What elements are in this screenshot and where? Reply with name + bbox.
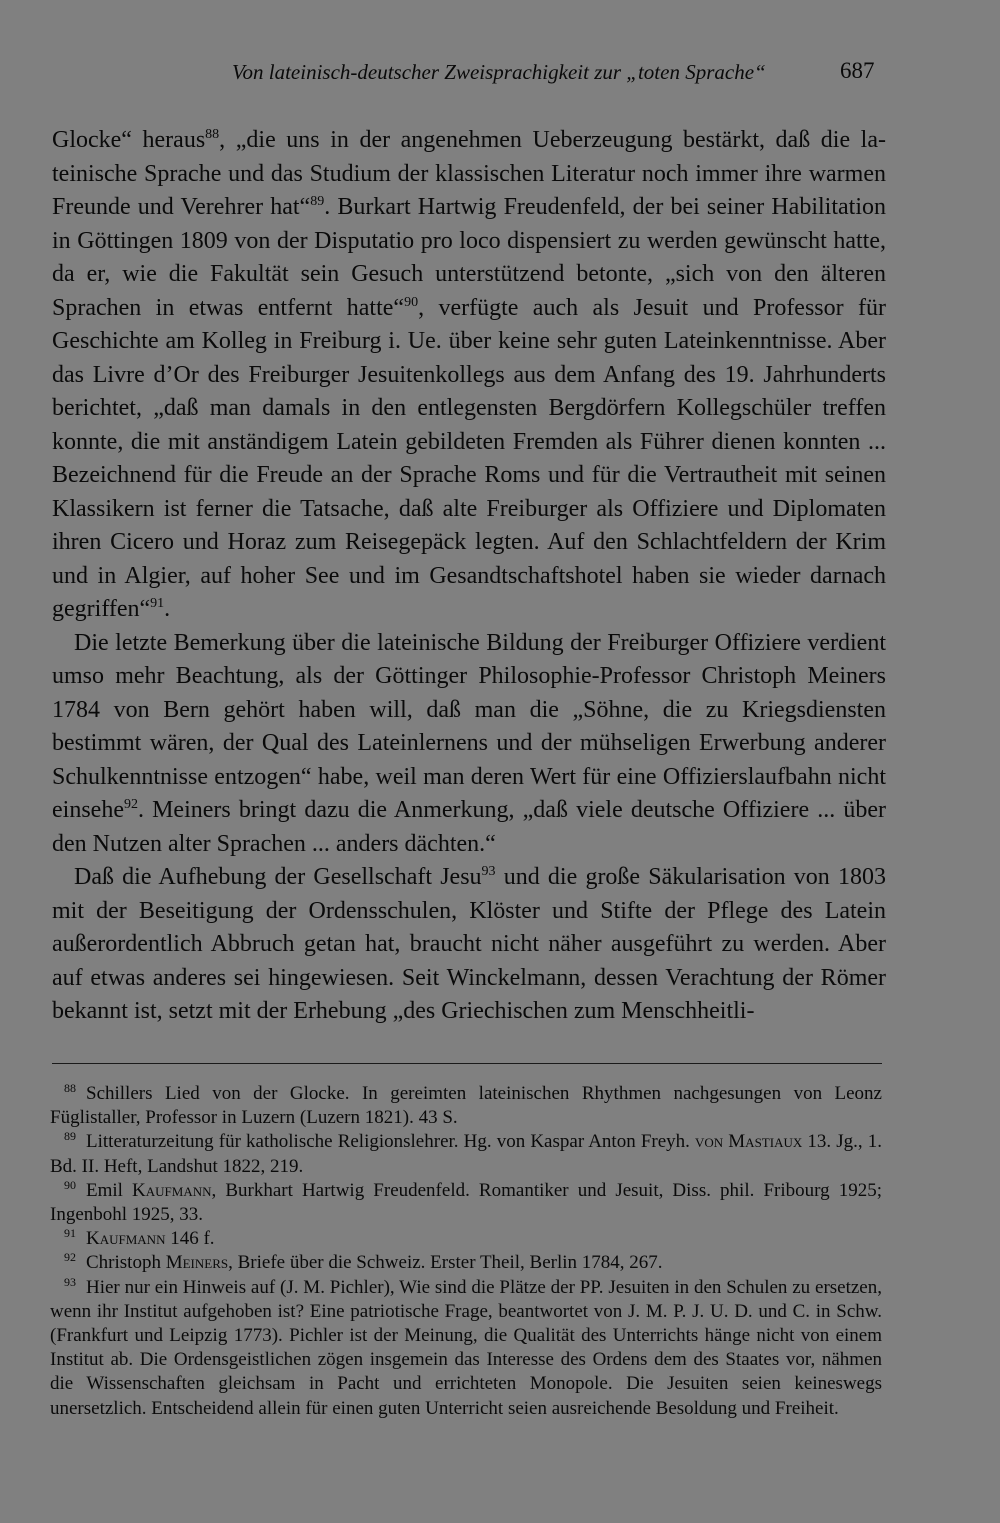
running-title: Von lateinisch-deutscher Zweisprachigkeit zur „toten Sprache“ [232, 60, 766, 84]
author-name: Kaufmann [132, 1179, 212, 1201]
paragraph-text: , verfügte auch als Jesuit und Professor für Geschichte am Kolleg in Freiburg i. Ue. über keine sehr guten Lateinkenntnisse. Aber das Livre d’Or des Freiburger Jesuitenkollegs aus dem Anfang des 19. Jahrhunderts berichtet, „daß man damals in den entlegensten Bergdörfern Kollegschüler treffen konnte, die mit anständigem Latein gebildeten Fremden als Führer dienen konnten ... Bezeichnend für die Freude an der Sprache Roms und für die Vertrautheit mit seinen Klassikern ist ferner die Tatsache, daß alte Freiburger als Offiziere und Diplomaten ihren Cicero und Horaz zum Reisegepäck legten. Auf den Schlachtfeldern der Krim und in Algier, auf hoher See und im Gesandtschaftshotel haben sie wieder darnach gegriffen“ [52, 294, 887, 622]
footnote-text: Christoph [86, 1252, 166, 1274]
footnote-text: Emil [86, 1179, 133, 1201]
paragraph-text: . [164, 596, 171, 622]
paragraph-text: Die letzte Bemerkung über die lateinische Bildung der Freiburger Offiziere verdient umso mehr Beachtung, als der Göttinger Philosophie-Professor Christoph Meiners 1784 von Bern gehört haben will, daß man die „Söhne, die zu Kriegsdiensten bestimmt wären, der Qual des Lateinlernens und der mühseligen Erwerbung anderer Schulkenntnisse entzogen“ habe, weil man deren Wert für eine Offizierslaufbahn nicht einsehe [52, 629, 886, 823]
author-name: Meiners [165, 1252, 229, 1274]
footnote-text: Schillers Lied von der Glocke. In gereimten lateinischen Rhythmen nachgesungen von Leonz Füglistaller, Professor in Luzern (Luzern 1821). 43 S. [50, 1083, 882, 1129]
paragraph-text: und die große Säkularisation von 1803 mit der Beseitigung der Ordensschulen, Klöster und Stifte der Pflege des Latein außerordentlich Abbruch getan hat, braucht nicht näher ausgeführt zu werden. Aber auf etwas anderes sei hingewiesen. Seit Winckelmann, dessen Verachtung der Römer bekannt ist, setzt mit der Erhebung „des Griechischen zum Menschheitli- [52, 864, 886, 1024]
footnote-text: 146 f. [165, 1228, 215, 1250]
footnote-text: Hier nur ein Hinweis auf (J. M. Pichler), Wie sind die Plätze der PP. Jesuiten in den Schulen zu ersetzen, wenn ihr Institut aufgehoben ist? Eine patriotische Frage, beantwortet von J. M. P. J. U. D. und C. in Schw. (Frankfurt und Leipzig 1773). Pichler ist der Meinung, die Qualität des Unterrichts hänge nicht von einem Institut ab. Die Ordensgeistlichen zögen insgemein das Interesse des Ordens dem des Staates vor, nähmen die Wissenschaften gleichsam in Pacht und errichteten Monopole. Die Jesuiten seien keineswegs unersetzlich. Entscheidend allein für einen guten Unterricht seien ausreichende Besoldung und Freiheit. [50, 1276, 882, 1419]
footnote-ref-92: 92 [123, 797, 138, 812]
paragraph-3 [52, 861, 886, 1029]
paragraph-text: . Meiners bringt dazu die Anmerkung, „daß viele deutsche Offiziere ... über den Nutzen alter Sprachen ... anders dächten.“ [52, 797, 886, 857]
page-number: 687 [840, 58, 875, 83]
paragraph-text: , „die uns in der angenehmen Ueberzeugung bestärkt, daß die lateinische Sprache und das Studium der klassischen Literatur noch immer ihre warmen Freunde und Verehrer hat“ [52, 127, 886, 220]
paragraph-2 [52, 627, 886, 862]
footnote-separator [52, 1063, 882, 1064]
footnote-ref-90: 90 [404, 294, 419, 310]
paragraph-text: . Burkart Hartwig Freudenfeld, der bei seiner Habilitation in Göttingen 1809 von der Disputatio pro loco dispensiert zu werden gewünscht hatte, da er, wie die Fakultät sein Gesuch unterstützend betonte, „sich von den älteren Sprachen in etwas entfernt hatte“ [52, 194, 886, 321]
footnote-90: 90 Emil Kaufmann, Burkhart Hartwig Freudenfeld. Romantiker und Jesuit, Diss. phil. Fribourg 1925; Ingenbohl 1925, 33. [50, 1177, 882, 1226]
paragraph-text: Glocke“ heraus [52, 127, 206, 153]
footnote-93: 93 Hier nur ein Hinweis auf (J. M. Pichler), Wie sind die Plätze der PP. Jesuiten in den Schulen zu ersetzen, wenn ihr Institut aufgehoben ist? Eine patriotische Frage, beantwortet von J. M. P. J. U. D. und C. in Schw. (Frankfurt und Leipzig 1773). Pichler ist der Meinung, die Qualität des Unterrichts hänge nicht von einem Institut ab. Die Ordensgeistlichen zögen insgemein das Interesse des Ordens dem des Staates vor, nähmen die Wissenschaften gleichsam in Pacht und errichteten Monopole. Die Jesuiten seien keineswegs unersetzlich. Entscheidend allein für einen guten Unterricht seien ausreichende Besoldung und Freiheit. [50, 1274, 882, 1419]
author-name: Kaufmann [86, 1228, 166, 1250]
paragraph-text: Daß die Aufhebung der Gesellschaft Jesu [74, 864, 482, 890]
footnote-ref-88: 88 [205, 127, 220, 142]
footnote-ref-89: 89 [310, 194, 325, 209]
footnote-ref-91: 91 [150, 596, 165, 611]
paragraph-1 [52, 124, 886, 627]
footnote-88: 88 Schillers Lied von der Glocke. In gereimten lateinischen Rhythmen nachgesungen von Leonz Füglistaller, Professor in Luzern (Luzern 1821). 43 S. [50, 1081, 882, 1129]
footnotes [50, 1082, 882, 1421]
main-text [52, 124, 886, 1029]
footnote-ref-93: 93 [481, 864, 496, 879]
footnote-text: , Burkhart Hartwig Freudenfeld. Romantiker und Jesuit, Diss. phil. Fribourg 1925; Ingenbohl 1925, 33. [50, 1179, 882, 1226]
footnote-text: , Briefe über die Schweiz. Erster Theil, Berlin 1784, 267. [228, 1252, 663, 1274]
running-head [0, 56, 1000, 90]
footnote-89: 89 Litteraturzeitung für katholische Religionslehrer. Hg. von Kaspar Anton Freyh. von Mastiaux 13. Jg., 1. Bd. II. Heft, Landshut 1822, 219. [50, 1129, 882, 1177]
author-name: von Mastiaux [695, 1131, 803, 1153]
footnote-92: 92 Christoph Meiners, Briefe über die Schweiz. Erster Theil, Berlin 1784, 267. [64, 1250, 663, 1274]
footnote-91: 91 Kaufmann 146 f. [64, 1226, 215, 1250]
footnote-text: 13. Jg., 1. Bd. II. Heft, Landshut 1822, 219. [50, 1131, 882, 1177]
footnote-text: Litteraturzeitung für katholische Religionslehrer. Hg. von Kaspar Anton Freyh. [86, 1131, 696, 1153]
